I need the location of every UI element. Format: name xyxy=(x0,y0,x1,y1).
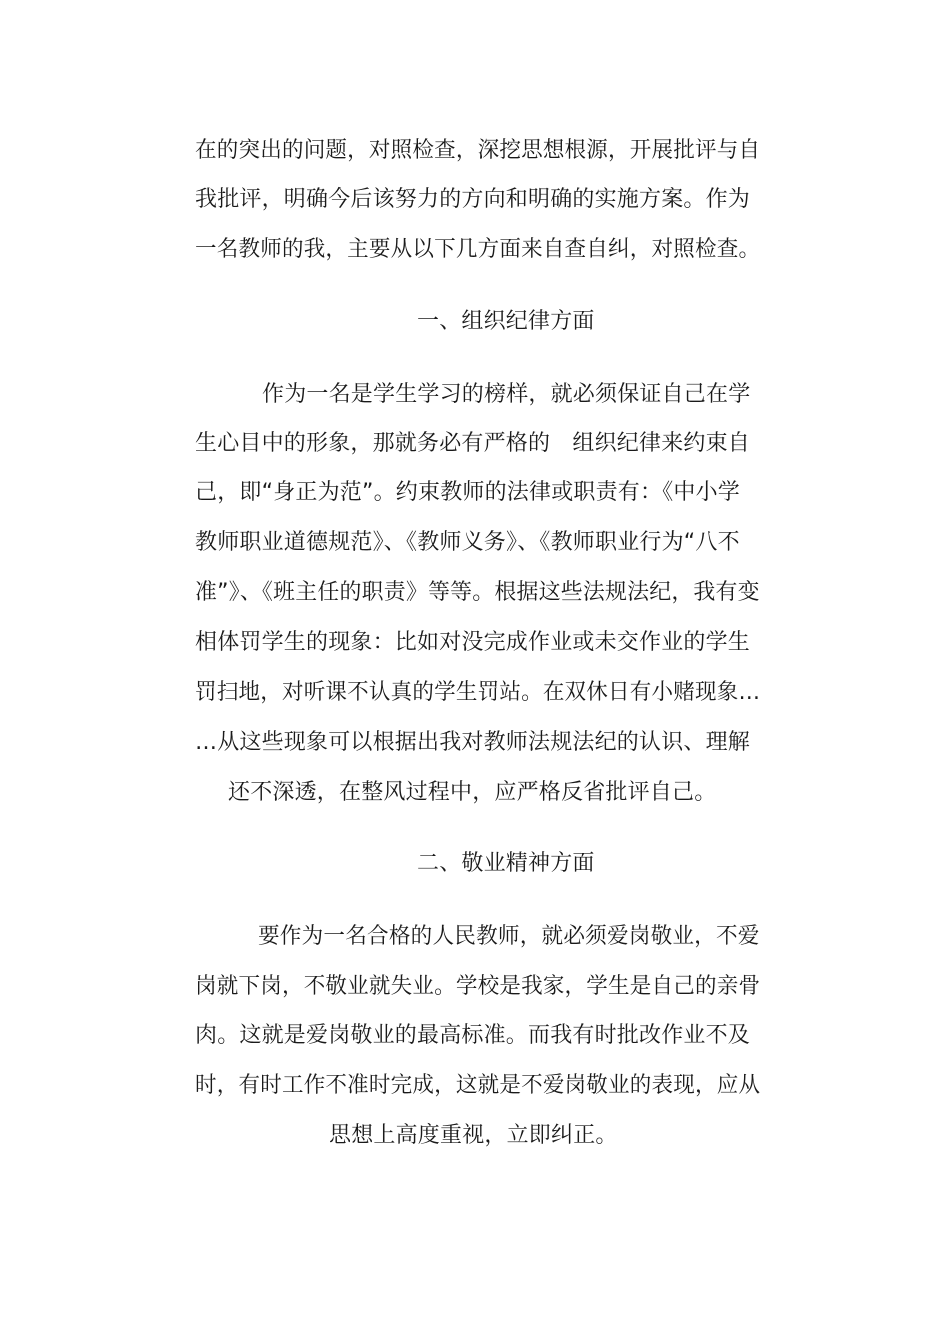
section1-line-9: 还不深透，在整风过程中，应严格反省批评自己。 xyxy=(228,780,717,805)
intro-line-3: 一名教师的我，主要从以下几方面来自查自纠，对照检查。 xyxy=(195,237,761,262)
section2-line-2: 岗就下岗，不敬业就失业。学校是我家，学生是自己的亲骨 xyxy=(195,974,761,999)
section1-line-8: …从这些现象可以根据出我对教师法规法纪的认识、理解 xyxy=(195,730,751,755)
section2-line-5: 思想上高度重视，立即纠正。 xyxy=(329,1123,618,1148)
section-heading-dedication: 二、敬业精神方面 xyxy=(417,851,595,876)
section-heading-discipline: 一、组织纪律方面 xyxy=(417,309,595,334)
section1-line-4: 教师职业道德规范》、《教师义务》、《教师职业行为“八不 xyxy=(195,530,740,555)
section2-line-3: 肉。这就是爱岗敬业的最高标准。而我有时批改作业不及 xyxy=(195,1023,751,1048)
section1-line-3: 己，即“身正为范”。约束教师的法律或职责有：《中小学 xyxy=(195,480,740,505)
section1-line-5: 准”》、《班主任的职责》等等。根据这些法规法纪，我有变 xyxy=(195,580,760,605)
intro-line-1: 在的突出的问题，对照检查，深挖思想根源，开展批评与自 xyxy=(195,138,761,163)
section2-line-1: 要作为一名合格的人民教师，就必须爱岗敬业，不爱 xyxy=(258,924,760,949)
intro-line-2: 我批评，明确今后该努力的方向和明确的实施方案。作为 xyxy=(195,187,751,212)
section1-line-2: 生心目中的形象，那就务必有严格的 组织纪律来约束自 xyxy=(195,431,751,456)
section1-line-6: 相体罚学生的现象：比如对没完成作业或未交作业的学生 xyxy=(195,630,751,655)
section1-line-1: 作为一名是学生学习的榜样，就必须保证自己在学 xyxy=(262,382,751,407)
section1-line-7: 罚扫地，对听课不认真的学生罚站。在双休日有小赌现象… xyxy=(195,680,761,705)
section2-line-4: 时，有时工作不准时完成，这就是不爱岗敬业的表现，应从 xyxy=(195,1073,761,1098)
